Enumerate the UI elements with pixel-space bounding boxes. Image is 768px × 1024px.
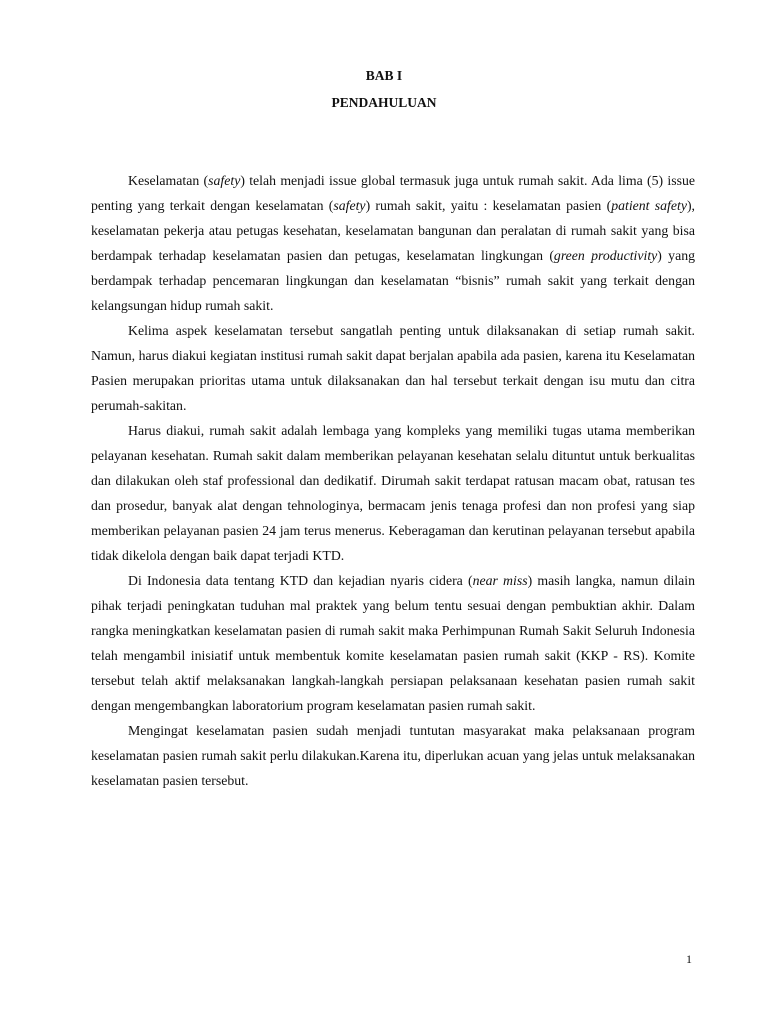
italic-term: safety [333,198,366,213]
paragraph-2 [91,318,695,418]
text-run: Keselamatan ( [128,173,209,188]
chapter-label: BAB I [365,68,403,83]
body-text [91,168,695,793]
chapter-title: PENDAHULUAN [331,95,437,110]
text-run: ) yang berdampak terhadap pencemaran lingkungan dan keselamatan “bisnis” rumah sakit yang terkait dengan kelangsungan hidup rumah sakit. [91,248,695,313]
italic-term: safety [208,173,241,188]
text-run: ) rumah sakit, yaitu : keselamatan pasien ( [365,198,612,213]
paragraph-3 [91,418,695,568]
paragraph-1 [91,168,695,318]
text-run: Di Indonesia data tentang KTD dan kejadian nyaris cidera ( [128,573,473,588]
italic-term: patient safety [611,198,687,213]
text-run: ), keselamatan pekerja atau petugas kesehatan, keselamatan bangunan dan peralatan di rumah sakit yang bisa berdampak terhadap keselamatan pasien dan petugas, keselamatan lingkungan ( [91,198,695,263]
text-run: ) masih langka, namun dilain pihak terjadi peningkatan tuduhan mal praktek yang belum tentu sesuai dengan pembuktian akhir. Dalam rangka meningkatkan keselamatan pasien di rumah sakit maka Perhimpunan Rumah Sakit Seluruh Indonesia telah mengambil inisiatif untuk membentuk komite keselamatan pasien rumah sakit (KKP - RS). Komite tersebut telah aktif melaksanakan langkah-langkah persiapan pelaksanaan kesehatan pasien rumah sakit dengan mengembangkan laboratorium program keselamatan pasien rumah sakit. [91,573,696,713]
text-run: ) telah menjadi issue global termasuk juga untuk rumah sakit. Ada lima (5) issue penting yang terkait dengan keselamatan ( [91,173,695,213]
text-run: Mengingat keselamatan pasien sudah menjadi tuntutan masyarakat maka pelaksanaan program keselamatan pasien rumah sakit perlu dilakukan.Karena itu, diperlukan acuan yang jelas untuk melaksanakan keselamatan pasien tersebut. [91,723,695,788]
italic-term: near miss [472,573,528,588]
page-number: 1 [686,952,692,966]
italic-term: green productivity [553,248,658,263]
text-run: Harus diakui, rumah sakit adalah lembaga yang kompleks yang memiliki tugas utama memberikan pelayanan kesehatan. Rumah sakit dalam memberikan pelayanan kesehatan selalu dituntut untuk berkualitas dan dilakukan oleh staf professional dan dedikatif. Dirumah sakit terdapat ratusan macam obat, ratusan tes dan prosedur, banyak alat dengan tehnologinya, bermacam jenis tenaga profesi dan non profesi yang siap memberikan pelayanan pasien 24 jam terus menerus. Keberagaman dan kerutinan pelayanan tersebut apabila tidak dikelola dengan baik dapat terjadi KTD. [91,423,695,563]
paragraph-5 [91,718,695,793]
text-run: Kelima aspek keselamatan tersebut sangatlah penting untuk dilaksanakan di setiap rumah sakit. Namun, harus diakui kegiatan institusi rumah sakit dapat berjalan apabila ada pasien, karena itu Keselamatan Pasien merupakan prioritas utama untuk dilaksanakan dan hal tersebut terkait dengan isu mutu dan citra perumah-sakitan. [91,323,695,413]
paragraph-4 [91,568,695,718]
